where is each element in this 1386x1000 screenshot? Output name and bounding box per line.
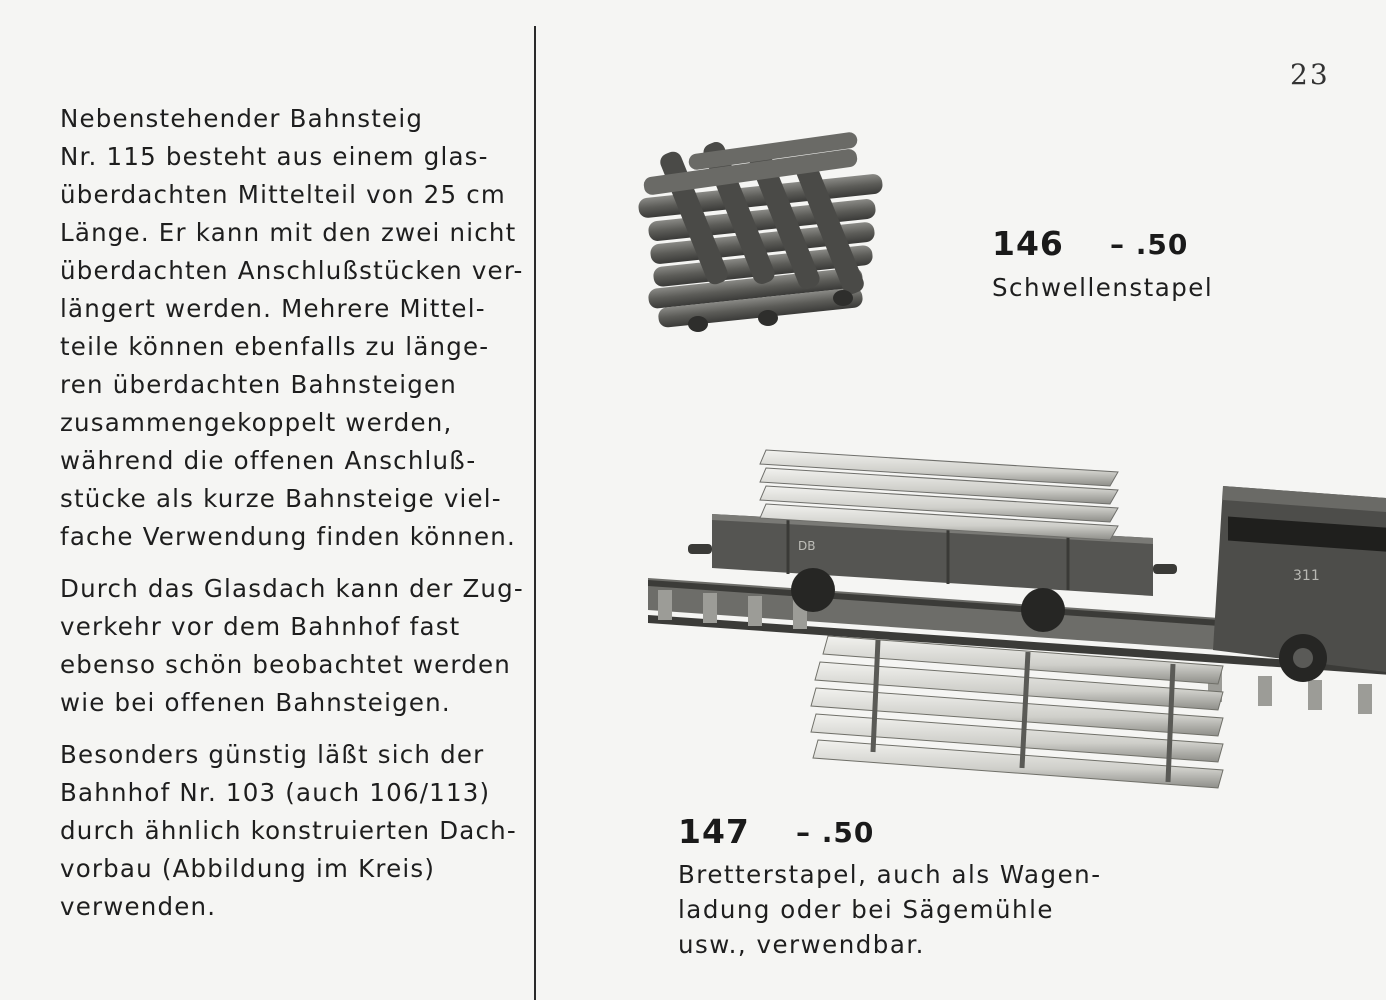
left-column-text	[60, 100, 524, 926]
product-147-description-line-1: Bretterstapel, auch als Wagen-	[678, 860, 1102, 889]
coal-wagon-number: 311	[1293, 568, 1320, 584]
text-line: ren überdachten Bahnsteigen	[60, 370, 457, 399]
text-line: ebenso schön beobachtet werden	[60, 650, 511, 679]
text-line: Bahnhof Nr. 103 (auch 106/113)	[60, 778, 491, 807]
product-147-price: – .50	[796, 816, 875, 849]
column-divider	[534, 26, 536, 1000]
plank-stack-wagon-photo	[648, 440, 1386, 800]
text-line: durch ähnlich konstruierten Dach-	[60, 816, 517, 845]
text-line: verwenden.	[60, 892, 217, 921]
text-line: fache Verwendung finden können.	[60, 522, 516, 551]
product-147-description-line-3: usw., verwendbar.	[678, 930, 925, 959]
text-line: Länge. Er kann mit den zwei nicht	[60, 218, 517, 247]
paragraph-glass-roof	[60, 570, 524, 722]
text-line: längert werden. Mehrere Mittel-	[60, 294, 486, 323]
paragraph-platform-description	[60, 100, 524, 556]
sleeper-stack-photo	[628, 128, 898, 338]
product-146-description: Schwellenstapel	[992, 273, 1214, 302]
text-line: Besonders günstig läßt sich der	[60, 740, 485, 769]
product-147-description-line-2: ladung oder bei Sägemühle	[678, 895, 1054, 924]
text-line: verkehr vor dem Bahnhof fast	[60, 612, 461, 641]
product-146-number: 146	[992, 224, 1064, 263]
text-line: überdachten Anschlußstücken ver-	[60, 256, 524, 285]
product-146-price: – .50	[1110, 228, 1189, 261]
wagon-code: DB	[798, 539, 816, 553]
paragraph-station-roof	[60, 736, 517, 926]
text-line: teile können ebenfalls zu länge-	[60, 332, 490, 361]
text-line: vorbau (Abbildung im Kreis)	[60, 854, 436, 883]
text-line: zusammengekoppelt werden,	[60, 408, 453, 437]
product-147-number: 147	[678, 812, 750, 851]
text-line: Nebenstehender Bahnsteig	[60, 104, 424, 133]
text-line: Durch das Glasdach kann der Zug-	[60, 574, 524, 603]
page-number: 23	[1290, 58, 1330, 91]
text-line: während die offenen Anschluß-	[60, 446, 477, 475]
text-line: stücke als kurze Bahnsteige viel-	[60, 484, 502, 513]
text-line: wie bei offenen Bahnsteigen.	[60, 688, 451, 717]
text-line: überdachten Mittelteil von 25 cm	[60, 180, 506, 209]
text-line: Nr. 115 besteht aus einem glas-	[60, 142, 489, 171]
